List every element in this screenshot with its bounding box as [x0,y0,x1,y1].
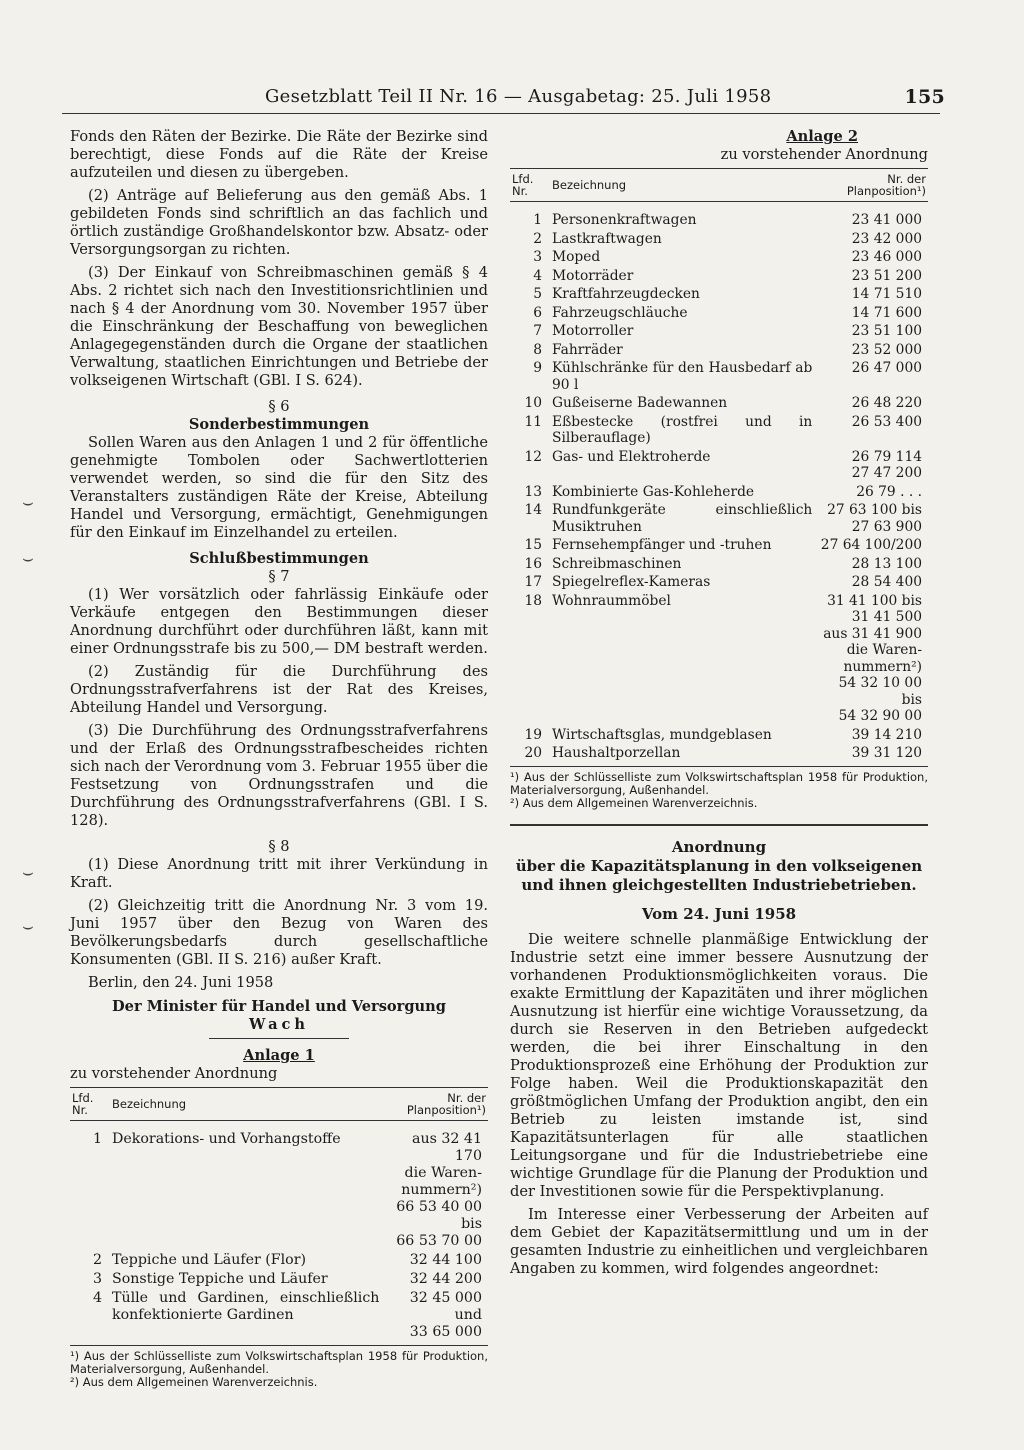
row-description: Wohnraummöbel [552,592,671,609]
table-row [510,413,928,448]
table-row [510,592,928,726]
row-plan-position: 23 51 200 [851,267,922,284]
table-row [510,573,928,592]
section-title: Sonderbestimmungen [188,416,370,433]
section-heading: Schlußbestimmungen [189,550,369,567]
row-description: Lastkraftwagen [552,230,662,247]
row-description: Dekorations- und Vorhangstoffe [112,1131,341,1147]
row-number: 4 [70,1289,110,1346]
row-plan-position: 28 13 100 [851,555,922,572]
row-plan-position: 23 46 000 [851,249,922,265]
paragraph: (3) Die Durchführung des Ordnungsstrafverfahrens und der Erlaß des Ordnungsstrafbescheides richten sich nach der Verordnung vom 3. Februar 1955 über die Festsetzung von Ordnungsstrafen und die Durchführung des Ordnungsstrafverfahrens (GBl. I S. 128). [70,722,488,829]
row-description: Motorräder [552,267,634,284]
paragraph: Sollen Waren aus den Anlagen 1 und 2 für öffentliche genehmigte Tombolen oder Sachwertlotterien verwendet werden, so sind die für den Sitz des Veranstalters zuständigen Räte der Kreise, Abteilung Handel und Versorgung, ermächtigt, Genehmigungen für den Einkauf im Einzelhandel zu erteilen. [70,434,488,541]
row-plan-position: 32 44 200 [409,1271,482,1287]
row-plan-position: 32 45 000 und 33 65 000 [381,1289,488,1346]
row-plan-position: 27 63 100 bis 27 63 900 [827,502,922,535]
row-number: 6 [533,304,542,321]
footnote: ²) Aus dem Allgemeinen Warenverzeichnis. [70,1375,318,1389]
col-plan-header: Nr. der Planposition¹) [814,169,928,202]
anordnung-date: Vom 24. Juni 1958 [641,904,797,923]
row-number: 18 [524,592,542,609]
left-column [70,128,488,1389]
row-number: 1 [92,1131,102,1147]
row-number: 1 [533,212,542,228]
table-row [510,248,928,267]
col-bez-header: Bezeichnung [110,1088,381,1121]
row-number: 17 [524,574,542,590]
row-plan-position: 23 51 100 [851,323,922,339]
anlage2-title: Anlage 2 [786,128,858,145]
table-row [510,304,928,323]
col-nr-header: Lfd. Nr. [510,169,550,202]
row-plan-position: 31 41 100 bis 31 41 500 aus 31 41 900 die Waren- nummern²) 54 32 10 00 bis 54 32 90 00 [823,592,922,724]
paragraph: (2) Zuständig für die Durchführung des Ordnungsstrafverfahrens ist der Rat des Kreises, Abteilung Handel und Versorgung. [70,663,488,716]
row-number: 3 [92,1271,102,1287]
row-number: 15 [524,537,542,553]
anlage1-table [70,1087,488,1346]
row-plan-position: 26 79 . . . [856,483,922,500]
row-number: 20 [510,744,550,766]
row-description: Gas- und Elektroherde [552,448,711,465]
paragraph: Im Interesse einer Verbesserung der Arbeiten auf dem Gebiet der Kapazitätsermittlung und um in der gesamten Industrie zu einheitlichen und vergleichbaren Angaben zu kommen, wird folgendes angeordnet: [510,1205,928,1277]
table-row [510,285,928,304]
paragraph: Fonds den Räten der Bezirke. Die Räte der Bezirke sind berechtigt, diese Fonds auf die Räte der Kreise aufzuteilen und diesen zu übergeben. [70,128,488,181]
paragraph: (3) Der Einkauf von Schreibmaschinen gemäß § 4 Abs. 2 richtet sich nach den Investitionsrichtlinien und nach § 4 der Anordnung vom 30. November 1957 über die Einschränkung der Beschaffung von beweglichen Anlagegegenständen durch die Organe der staatlichen Verwaltung, staatlichen Einrichtungen und Betriebe der volkseigenen Wirtschaft (GBl. I S. 624). [70,264,488,389]
paragraph: Die weitere schnelle planmäßige Entwicklung der Industrie setzt eine immer bessere Ausnutzung der vorhandenen Produktionsmöglichkeiten voraus. Die exakte Ermittlung der Kapazitäten und ihrer möglichen Ausnutzung ist hierfür eine wichtige Voraussetzung, da durch sie Reserven in den Betrieben aufgedeckt werden, die bei ihrer Einschaltung in den Produktionsprozeß eine Erhöhung der Produktion zur Folge haben. Weil die Produktionskapazität den größtmöglichen Umfang der Produktion angibt, den ein Betrieb zu leisten imstande ist, sind Kapazitätsunterlagen für alle staatlichen Leitungsorgane und für die Industriebetriebe eine wichtige Grundlage für die Planung der Produktion und der Investitionen sowie für die Perspektivplanung. [510,930,928,1200]
divider [510,824,928,826]
footnote: ²) Aus dem Allgemeinen Warenverzeichnis. [510,795,758,810]
row-number: 4 [533,267,542,284]
table-row [510,555,928,574]
paragraph: (1) Wer vorsätzlich oder fahrlässig Einkäufe oder Verkäufe entgegen den Bestimmungen dieser Anordnung durchführt oder durchführen läßt, kann mit einer Ordnungsstrafe bis zu 500,— DM bestraft werden. [70,586,488,657]
row-description: Eßbestecke (rostfrei und in Silberauflage) [552,413,813,446]
row-description: Rundfunkgeräte einschließlich Musiktruhen [552,502,813,535]
row-number: 9 [533,360,542,376]
row-plan-position: 26 53 400 [851,413,922,430]
table-row [70,1289,488,1346]
row-description: Teppiche und Läufer (Flor) [112,1252,307,1268]
row-number: 12 [524,448,542,465]
table-row [510,483,928,502]
header-rule [62,113,940,114]
margin-mark: ⌣ [22,916,34,937]
row-plan-position: aus 32 41 170 die Waren- nummern²) 66 53 40 00 bis 66 53 70 00 [396,1131,482,1249]
footnote: ¹) Aus der Schlüsselliste zum Volkswirtschaftsplan 1958 für Produktion, Materialversorgung, Außenhandel. [70,1349,488,1376]
row-description: Spiegelreflex-Kameras [552,574,711,590]
row-description: Tülle und Gardinen, einschließlich konfektionierte Gardinen [110,1289,381,1346]
table-row [510,359,928,394]
footnotes [70,1350,488,1389]
row-number: 14 [524,502,542,518]
paragraph: (2) Gleichzeitig tritt die Anordnung Nr. 3 vom 19. Juni 1957 über den Bezug von Waren des Bevölkerungsbedarfs durch gesellschaftliche Konsumenten (GBl. II S. 216) außer Kraft. [70,897,488,968]
row-number: 10 [524,395,542,411]
row-description: Kraftfahrzeugdecken [552,286,700,302]
table-row [510,394,928,413]
row-description: Motorroller [552,323,634,339]
row-description: Fahrräder [552,341,623,358]
section-number: § 7 [268,568,290,585]
row-number: 2 [92,1252,102,1268]
row-number: 11 [524,413,542,430]
section-number: § 8 [268,838,290,855]
col-plan-header: Nr. der Planposition¹) [381,1088,488,1121]
row-number: 13 [524,483,542,500]
row-plan-position: 14 71 600 [851,304,922,321]
anlage2-subtitle: zu vorstehender Anordnung [720,146,928,163]
anlage2-table [510,168,928,767]
row-description: Personenkraftwagen [552,212,697,228]
row-description: Wirtschaftsglas, mundgeblasen [552,726,772,743]
page-number: 155 [904,86,945,108]
row-number: 5 [533,286,542,302]
minister-title: Der Minister für Handel und Versorgung [112,998,446,1015]
row-plan-position: 32 44 100 [409,1252,482,1268]
row-plan-position: 26 48 220 [851,395,922,411]
place-date: Berlin, den 24. Juni 1958 [88,974,274,991]
row-plan-position: 14 71 510 [851,286,922,302]
row-plan-position: 28 54 400 [851,574,922,590]
row-plan-position: 23 41 000 [851,212,922,228]
row-description: Kühlschränke für den Hausbedarf ab 90 l [552,360,813,393]
table-row [70,1270,488,1289]
table-row [510,322,928,341]
table-row [510,744,928,766]
divider [209,1038,349,1039]
row-number: 8 [533,341,542,358]
row-description: Kombinierte Gas-Kohleherde [552,483,755,500]
table-row [510,501,928,536]
table-row [510,267,928,286]
footnotes [510,771,928,810]
table-row [510,341,928,360]
row-description: Sonstige Teppiche und Läufer [112,1271,328,1287]
table-row [510,726,928,745]
row-description: Haushaltporzellan [550,744,814,766]
row-number: 7 [533,323,542,339]
section-number: § 6 [268,398,290,415]
table-row [510,202,928,230]
row-number: 16 [524,555,542,572]
table-row [510,230,928,249]
row-number: 19 [524,726,542,743]
row-plan-position: 23 52 000 [851,341,922,358]
row-description: Moped [552,249,601,265]
table-row [510,448,928,483]
minister-name: Wach [248,1016,310,1033]
page-header [265,86,945,107]
table-row [510,536,928,555]
margin-mark: ⌣ [22,492,34,513]
anlage1-subtitle: zu vorstehender Anordnung [70,1065,278,1082]
table-row [70,1121,488,1252]
col-nr-header: Lfd. Nr. [70,1088,110,1121]
margin-mark: ⌣ [22,548,34,569]
anordnung-subtitle: über die Kapazitätsplanung in den volkseigenen und ihnen gleichgestellten Industriebetrieben. [515,856,923,894]
row-description: Schreibmaschinen [552,555,682,572]
right-column [510,128,928,1283]
paragraph: (2) Anträge auf Belieferung aus den gemäß Abs. 1 gebildeten Fonds sind schriftlich an das fachlich und örtlich zuständige Großhandelskontor bzw. Absatz- oder Versorgungsorgan zu richten. [70,187,488,258]
footnote: ¹) Aus der Schlüsselliste zum Volkswirtschaftsplan 1958 für Produktion, Materialversorgung, Außenhandel. [510,769,928,797]
row-description: Gußeiserne Badewannen [552,395,728,411]
row-description: Fahrzeugschläuche [552,304,688,321]
anordnung-title: Anordnung [671,837,767,856]
anlage1-title: Anlage 1 [243,1047,315,1064]
row-plan-position: 23 42 000 [851,230,922,247]
row-number: 2 [533,230,542,247]
paragraph: (1) Diese Anordnung tritt mit ihrer Verkündung in Kraft. [70,856,488,891]
row-plan-position: 39 31 120 [814,744,928,766]
row-plan-position: 26 79 114 27 47 200 [851,448,922,481]
table-row [70,1251,488,1270]
header-title: Gesetzblatt Teil II Nr. 16 — Ausgabetag: 25. Juli 1958 [265,86,772,107]
col-bez-header: Bezeichnung [550,169,814,202]
margin-mark: ⌣ [22,862,34,883]
row-plan-position: 39 14 210 [851,726,922,743]
row-plan-position: 26 47 000 [851,360,922,376]
row-number: 3 [533,249,542,265]
row-plan-position: 27 64 100/200 [820,537,922,553]
row-description: Fernsehempfänger und -truhen [552,537,772,553]
